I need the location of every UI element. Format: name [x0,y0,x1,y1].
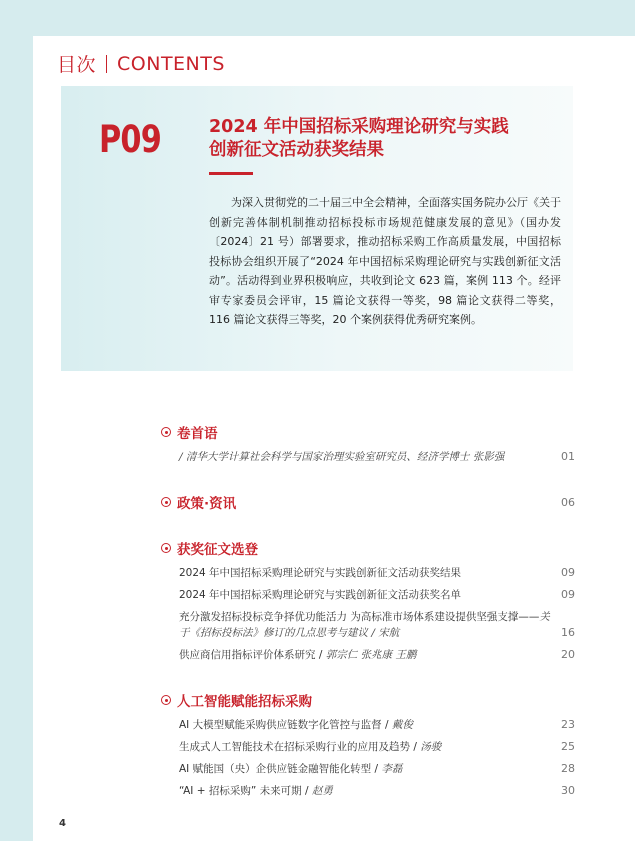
heading-divider [106,55,107,73]
bullet-circle-icon [161,543,171,553]
feature-article-panel[interactable] [61,86,573,371]
section-preface [161,421,575,465]
toc-entry-text: 生成式人工智能技术在招标采购行业的应用及趋势 / [179,741,421,753]
toc-entry-text: 充分激发招标投标竞争择优功能活力 为高标准市场体系建设提供坚强支撑—— [179,611,540,623]
section-title[interactable] [161,689,575,711]
toc-entry-page: 28 [561,762,575,775]
toc-entry-page: 20 [561,648,575,661]
toc-entry-author: 戴俊 [391,719,413,731]
toc-entry[interactable] [161,449,575,465]
section-title-text: 人工智能赋能招标采购 [177,694,312,710]
toc-entry-text: / 清华大学计算社会科学与国家治理实验室研究员、经济学博士 张影强 [179,451,505,463]
toc-entry-page: 25 [561,740,575,753]
section-title[interactable] [161,491,575,513]
toc-entry-page: 01 [561,450,575,463]
bullet-circle-icon [161,497,171,507]
toc-entry-text-wrap [179,761,553,777]
section-title[interactable] [161,537,575,559]
section-title-text: 政策·资讯 [177,496,237,512]
section-title-text: 获奖征文选登 [177,542,258,558]
toc-entry[interactable] [161,587,575,603]
toc-entry-author: 郭宗仁 张兆康 王鹏 [325,649,417,661]
toc-entry[interactable] [161,609,575,641]
feature-title-rule [209,172,253,175]
toc-entry[interactable] [161,783,575,799]
toc-entry-text-wrap [179,647,553,663]
toc-entry-page: 30 [561,784,575,797]
toc-entry-author: 李磊 [381,763,403,775]
toc-entry-text: AI 赋能国（央）企供应链金融智能化转型 / [179,763,382,775]
toc-entry-author: 赵勇 [311,785,333,797]
bullet-circle-icon [161,427,171,437]
section-title[interactable] [161,421,575,443]
toc-entry-text-wrap [179,783,553,799]
toc-entry-text: 2024 年中国招标采购理论研究与实践创新征文活动获奖名单 [179,589,462,601]
folio-page-number: 4 [59,818,66,829]
toc-entry-text-wrap [179,717,553,733]
toc-entry[interactable] [161,717,575,733]
section-page: 06 [561,495,575,509]
feature-description [209,193,561,330]
feature-title-line1: 2024 年中国招标采购理论研究与实践 [209,117,509,137]
toc-entry[interactable] [161,739,575,755]
toc-entry-text-wrap [179,609,553,641]
toc-entry-text: 供应商信用指标评价体系研究 / [179,649,326,661]
toc-entry-text: AI 大模型赋能采购供应链数字化管控与监督 / [179,719,392,731]
contents-heading-en: CONTENTS [117,52,225,75]
section-ai [161,689,575,799]
bullet-circle-icon [161,695,171,705]
toc-entry[interactable] [161,565,575,581]
toc-entry-page: 23 [561,718,575,731]
section-title-text: 卷首语 [177,426,218,442]
feature-title-line2: 创新征文活动获奖结果 [209,140,384,160]
feature-page-number: P09 [99,118,161,161]
toc-entry-page: 16 [561,626,575,639]
toc-entry[interactable] [161,647,575,663]
toc-entry-text: 2024 年中国招标采购理论研究与实践创新征文活动获奖结果 [179,567,462,579]
feature-description-text: 为深入贯彻党的二十届三中全会精神，全面落实国务院办公厅《关于创新完善体制机制推动招标投标市场规范健康发展的意见》（国办发〔2024〕21 号）部署要求，推动招标采购工作高质量发展，中国招标投标协会组织开展了“2024 年中国招标采购理论研究与实践创新征文活动”。活动得到业界积极响应，共收到论文 623 篇，案例 113 个。经评审专家委员会评审，15 篇论文获得一等奖，98 篇论文获得二等奖，116 篇论文获得三等奖，20 个案例获得优秀研究案例。 [209,196,561,326]
toc-entry-page: 09 [561,566,575,579]
toc-entry-author: 关于《招标投标法》修订的几点思考与建议 / 宋航 [179,611,550,639]
section-award [161,537,575,663]
toc-entry-text-wrap [179,739,553,755]
toc-sections [161,421,575,799]
contents-page [33,36,635,841]
toc-entry[interactable] [161,761,575,777]
contents-heading [57,50,225,77]
toc-entry-page: 09 [561,588,575,601]
section-policy [161,491,575,513]
toc-entry-author: 汤骏 [420,741,442,753]
toc-entry-text: “AI + 招标采购” 未来可期 / [179,785,312,797]
feature-title[interactable] [209,116,509,162]
contents-heading-cn: 目次 [57,54,97,76]
